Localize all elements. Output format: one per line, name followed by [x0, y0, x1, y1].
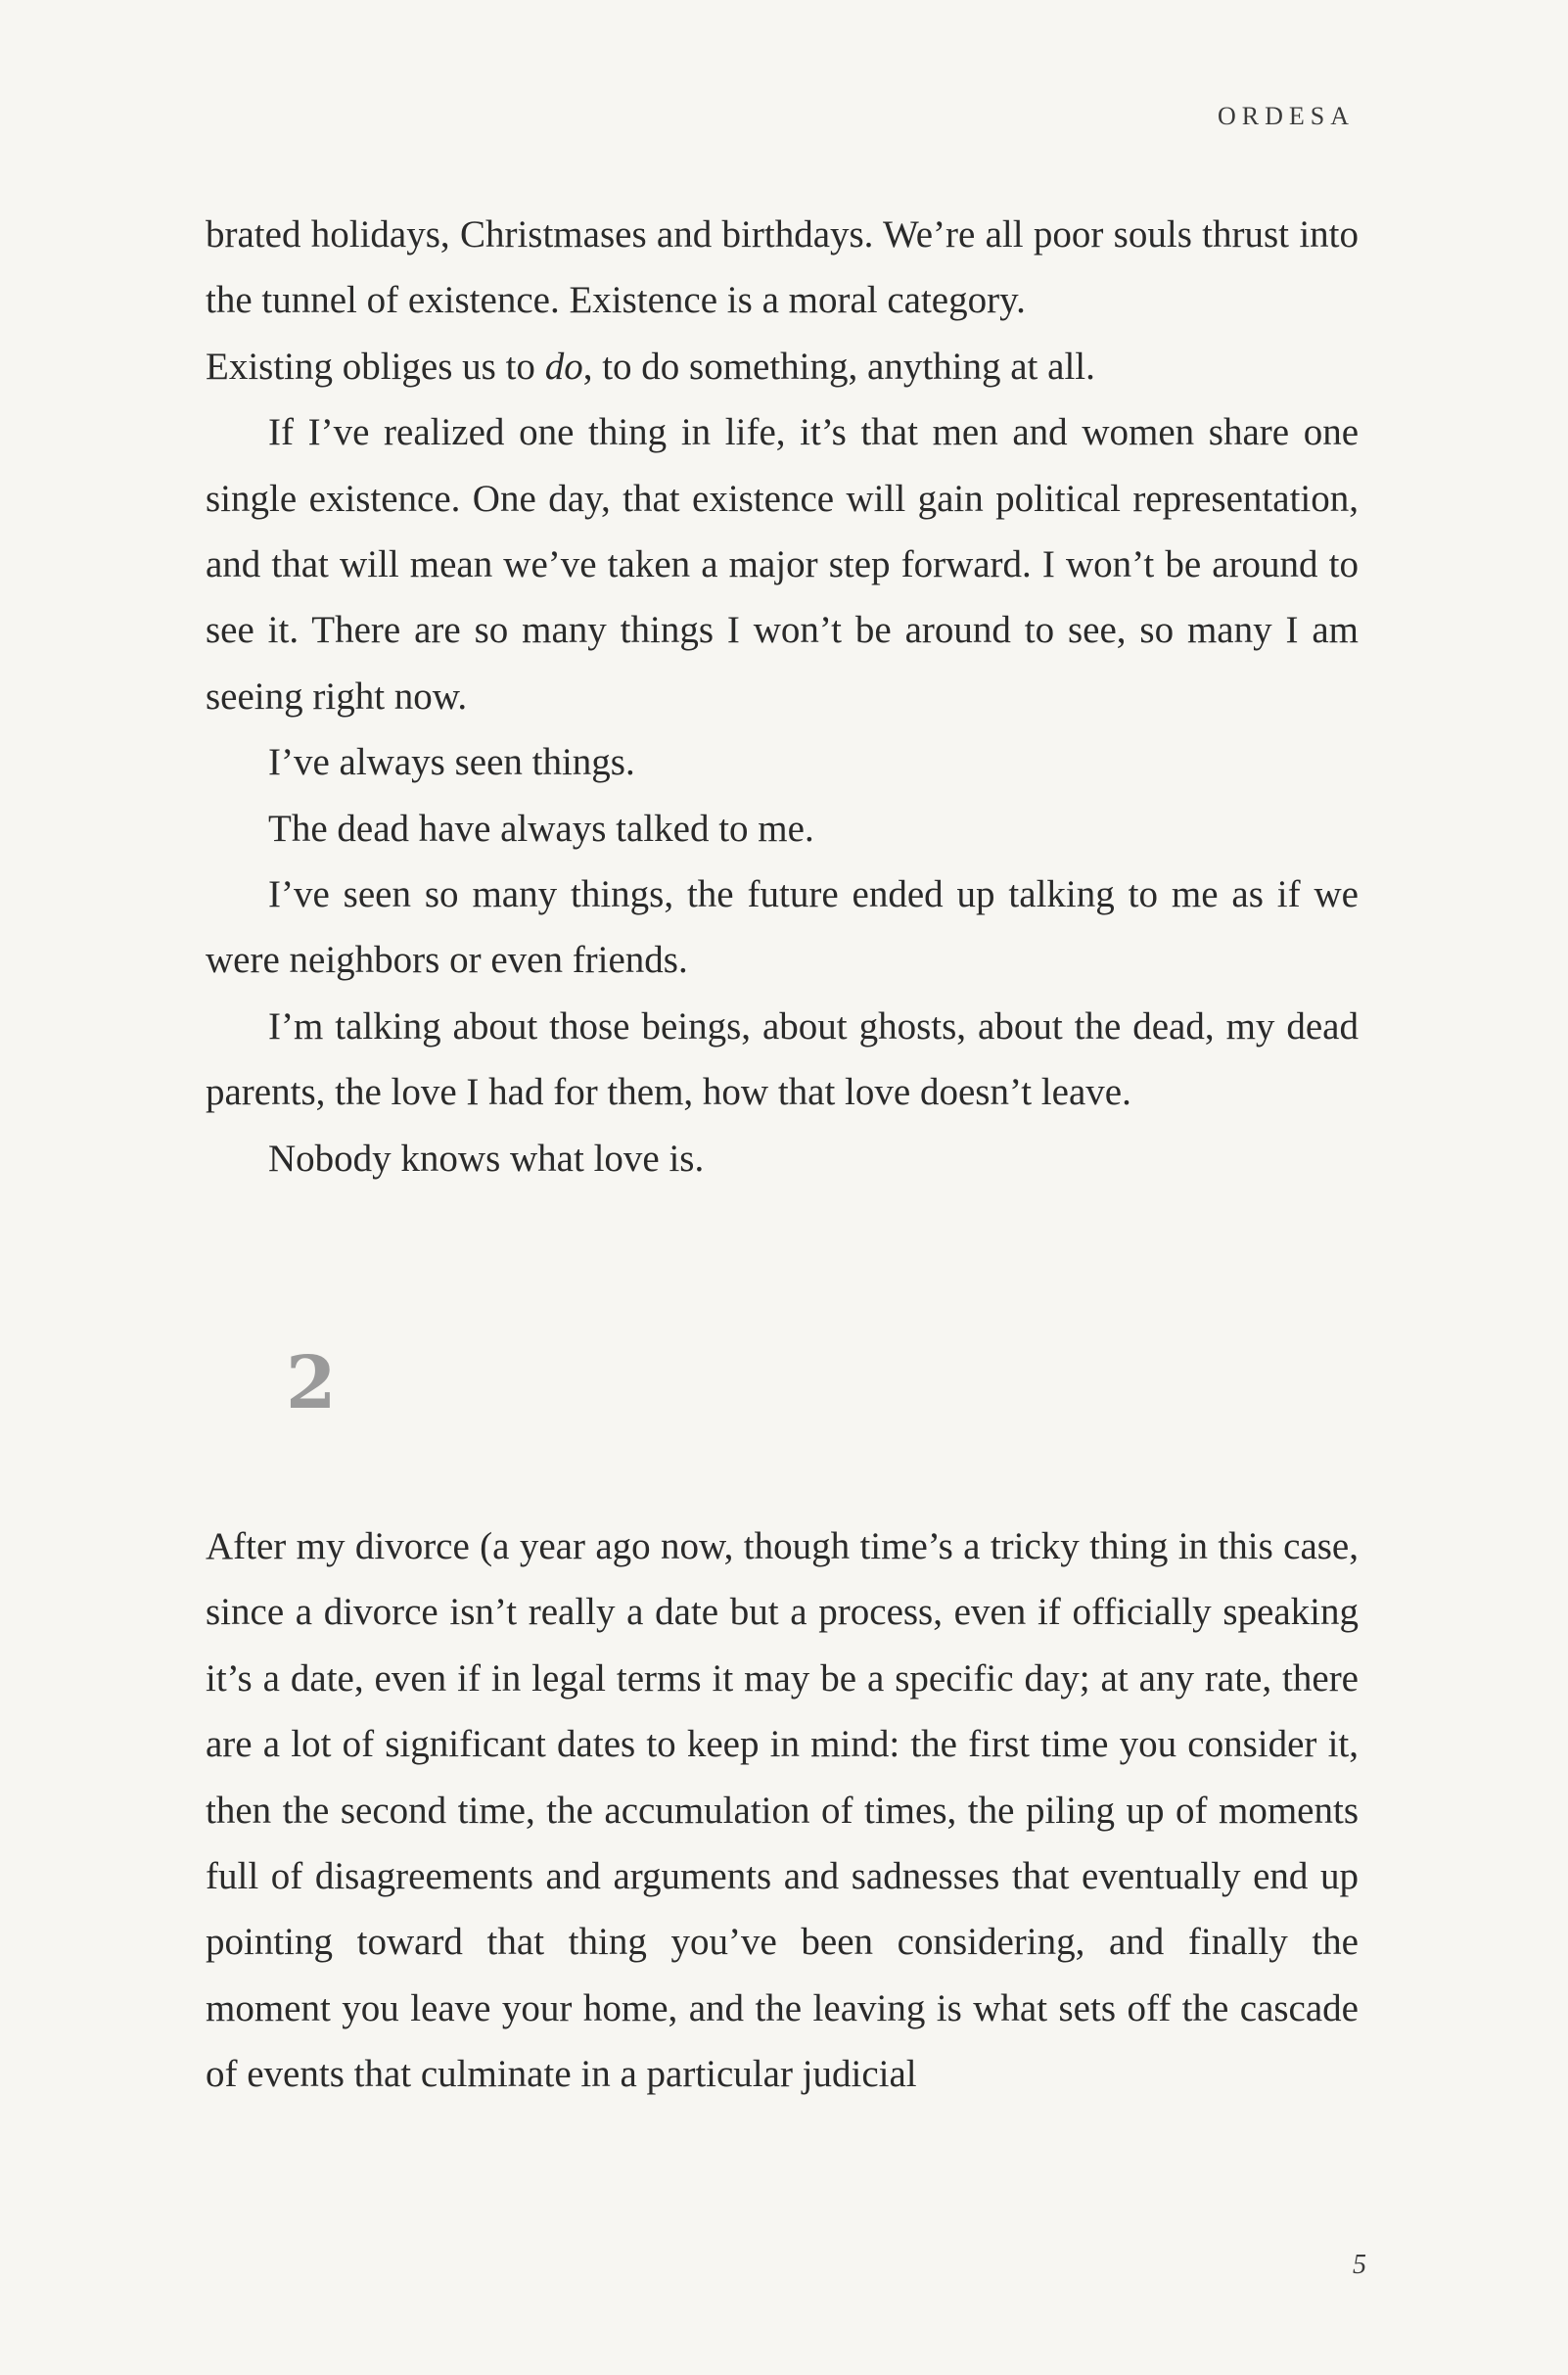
paragraph-2-end: , to do something, anything at all. — [582, 345, 1095, 388]
paragraph-7: I’m talking about those beings, about ghosts, about the dead, my dead parents, the love I had for them, how that love doesn’t leave. — [206, 1004, 1359, 1114]
chapter-number: 2 — [286, 1341, 337, 1425]
emphasis-do: do — [544, 345, 583, 388]
text-block-bottom — [206, 1513, 1359, 2108]
running-head: ORDESA — [1217, 102, 1355, 130]
paragraph-2 — [206, 334, 1359, 399]
paragraph-8: Nobody knows what love is. — [268, 1137, 705, 1180]
chapter-2-paragraph-1: After my divorce (a year ago now, though time’s a tricky thing in this case, since a divorce isn’t really a date but a process, even if officially speaking it’s a date, even if in legal terms it may be a specific day; at any rate, there are a lot of significant dates to keep in mind: the first time you consider it, then the second time, the accumulation of times, the piling up of moments full of disagreements and arguments and sadnesses that eventually end up pointing toward that thing you’ve been considering, and finally the moment you leave your home, and the leaving is what sets off the cascade of events that culminate in a particular judicial — [206, 1525, 1359, 2096]
paragraph-6: I’ve seen so many things, the future ended up talking to me as if we were neighbors or even friends. — [206, 873, 1359, 982]
paragraph-3: If I’ve realized one thing in life, it’s that men and women share one single existence. One day, that existence will gain political representation, and that will mean we’ve taken a major step forward. I won’t be around to see it. There are so many things I won’t be around to see, so many I am seeing right now. — [206, 411, 1359, 718]
paragraph-4: I’ve always seen things. — [268, 741, 635, 784]
paragraph-1: brated holidays, Christmases and birthdays. We’re all poor souls thrust into the tunnel of existence. Existence is a moral category. — [206, 213, 1359, 322]
page-number: 5 — [1353, 2250, 1366, 2280]
paragraph-5: The dead have always talked to me. — [268, 807, 814, 850]
paragraph-2-start: Existing obliges us to — [206, 345, 545, 388]
text-block-top — [206, 202, 1359, 1191]
